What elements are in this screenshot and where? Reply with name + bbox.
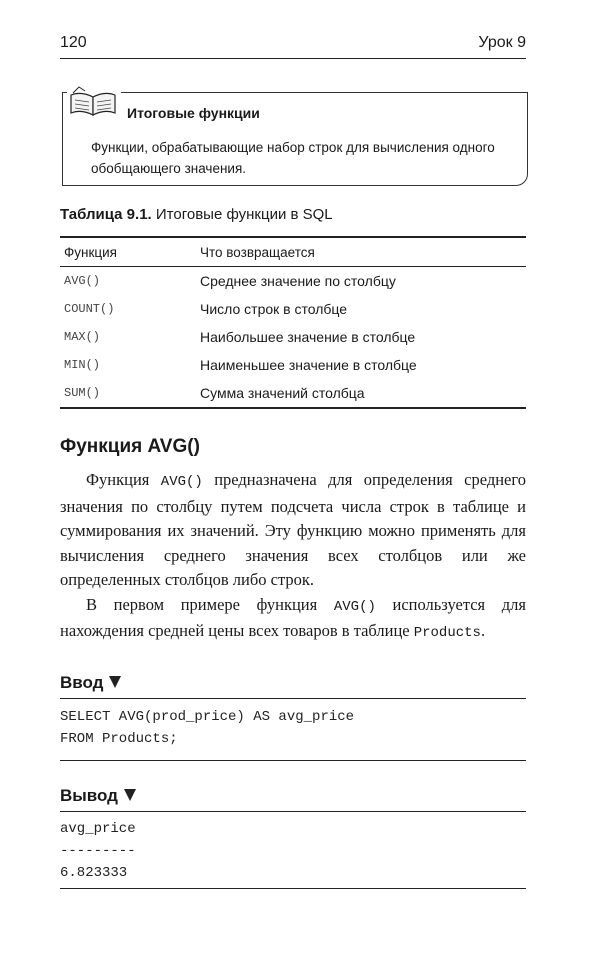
page-header bbox=[60, 34, 526, 59]
column-header-returns: Что возвращается bbox=[196, 237, 526, 267]
table-row bbox=[60, 323, 526, 351]
code-line: --------- bbox=[60, 843, 136, 859]
text-run: В первом примере функция bbox=[86, 594, 334, 614]
output-label bbox=[60, 786, 136, 806]
function-description: Наибольшее значение в столбце bbox=[200, 329, 416, 345]
text-run: . bbox=[480, 621, 486, 640]
function-description: Сумма значений столбца bbox=[196, 379, 526, 408]
body-text bbox=[60, 468, 526, 646]
output-rule-top bbox=[60, 811, 526, 812]
function-name: MIN() bbox=[64, 358, 101, 372]
table-caption-text: Итоговые функции в SQL bbox=[155, 206, 333, 223]
inline-code: AVG() bbox=[160, 474, 203, 490]
page-number: 120 bbox=[60, 34, 87, 51]
definition-title: Итоговые функции bbox=[127, 105, 260, 121]
function-name: AVG() bbox=[64, 274, 101, 288]
output-label-text: Вывод bbox=[60, 786, 118, 805]
text-run: Функция bbox=[86, 470, 161, 489]
paragraph bbox=[60, 468, 526, 593]
inline-code: AVG() bbox=[333, 598, 376, 615]
input-rule-bottom bbox=[60, 760, 526, 761]
output-rule-bottom bbox=[60, 888, 526, 889]
table-caption bbox=[60, 206, 333, 223]
input-rule-top bbox=[60, 698, 526, 699]
code-line: FROM Products; bbox=[60, 731, 178, 747]
table-row bbox=[60, 351, 526, 379]
column-header-function: Функция bbox=[60, 237, 196, 267]
definition-text: Функции, обрабатывающие набор строк для вычисления одного обобщающего значения. bbox=[91, 140, 495, 176]
input-label-text: Ввод bbox=[60, 673, 104, 692]
text-run: предназначена для определения среднего значения по столбцу путем подсчета числа строк в таблице и суммирования их значений. Эту функцию можно применять для вычисления среднего значения всех столбцов или же определенных столбцов либо строк. bbox=[60, 470, 526, 589]
open-book-icon bbox=[67, 85, 121, 117]
running-head: Урок 9 bbox=[478, 34, 526, 51]
definition-box bbox=[62, 92, 528, 186]
function-description: Число строк в столбце bbox=[200, 301, 348, 317]
function-description: Среднее значение по столбцу bbox=[200, 273, 396, 289]
text-run: используется для нахождения средней цены всех товаров в таблице bbox=[60, 594, 526, 640]
table-row bbox=[60, 295, 526, 323]
functions-table bbox=[60, 236, 526, 409]
table-row bbox=[60, 379, 526, 408]
input-label bbox=[60, 673, 121, 693]
code-line: SELECT AVG(prod_price) AS avg_price bbox=[60, 709, 355, 725]
function-name: MAX() bbox=[64, 330, 101, 344]
input-code bbox=[60, 706, 354, 750]
code-line: 6.823333 bbox=[60, 865, 128, 881]
inline-code: Products bbox=[413, 625, 481, 641]
section-heading: Функция AVG() bbox=[60, 436, 200, 457]
paragraph bbox=[60, 593, 526, 646]
code-line: avg_price bbox=[60, 821, 136, 837]
function-name: COUNT() bbox=[64, 302, 115, 316]
table-header-row bbox=[60, 237, 526, 267]
function-description: Наименьшее значение в столбце bbox=[200, 357, 417, 373]
triangle-down-icon bbox=[109, 676, 121, 688]
triangle-down-icon bbox=[124, 789, 136, 801]
function-name: SUM() bbox=[60, 379, 196, 408]
table-caption-label: Таблица 9.1. bbox=[60, 206, 152, 223]
output-code bbox=[60, 818, 136, 884]
table-row bbox=[60, 267, 526, 296]
